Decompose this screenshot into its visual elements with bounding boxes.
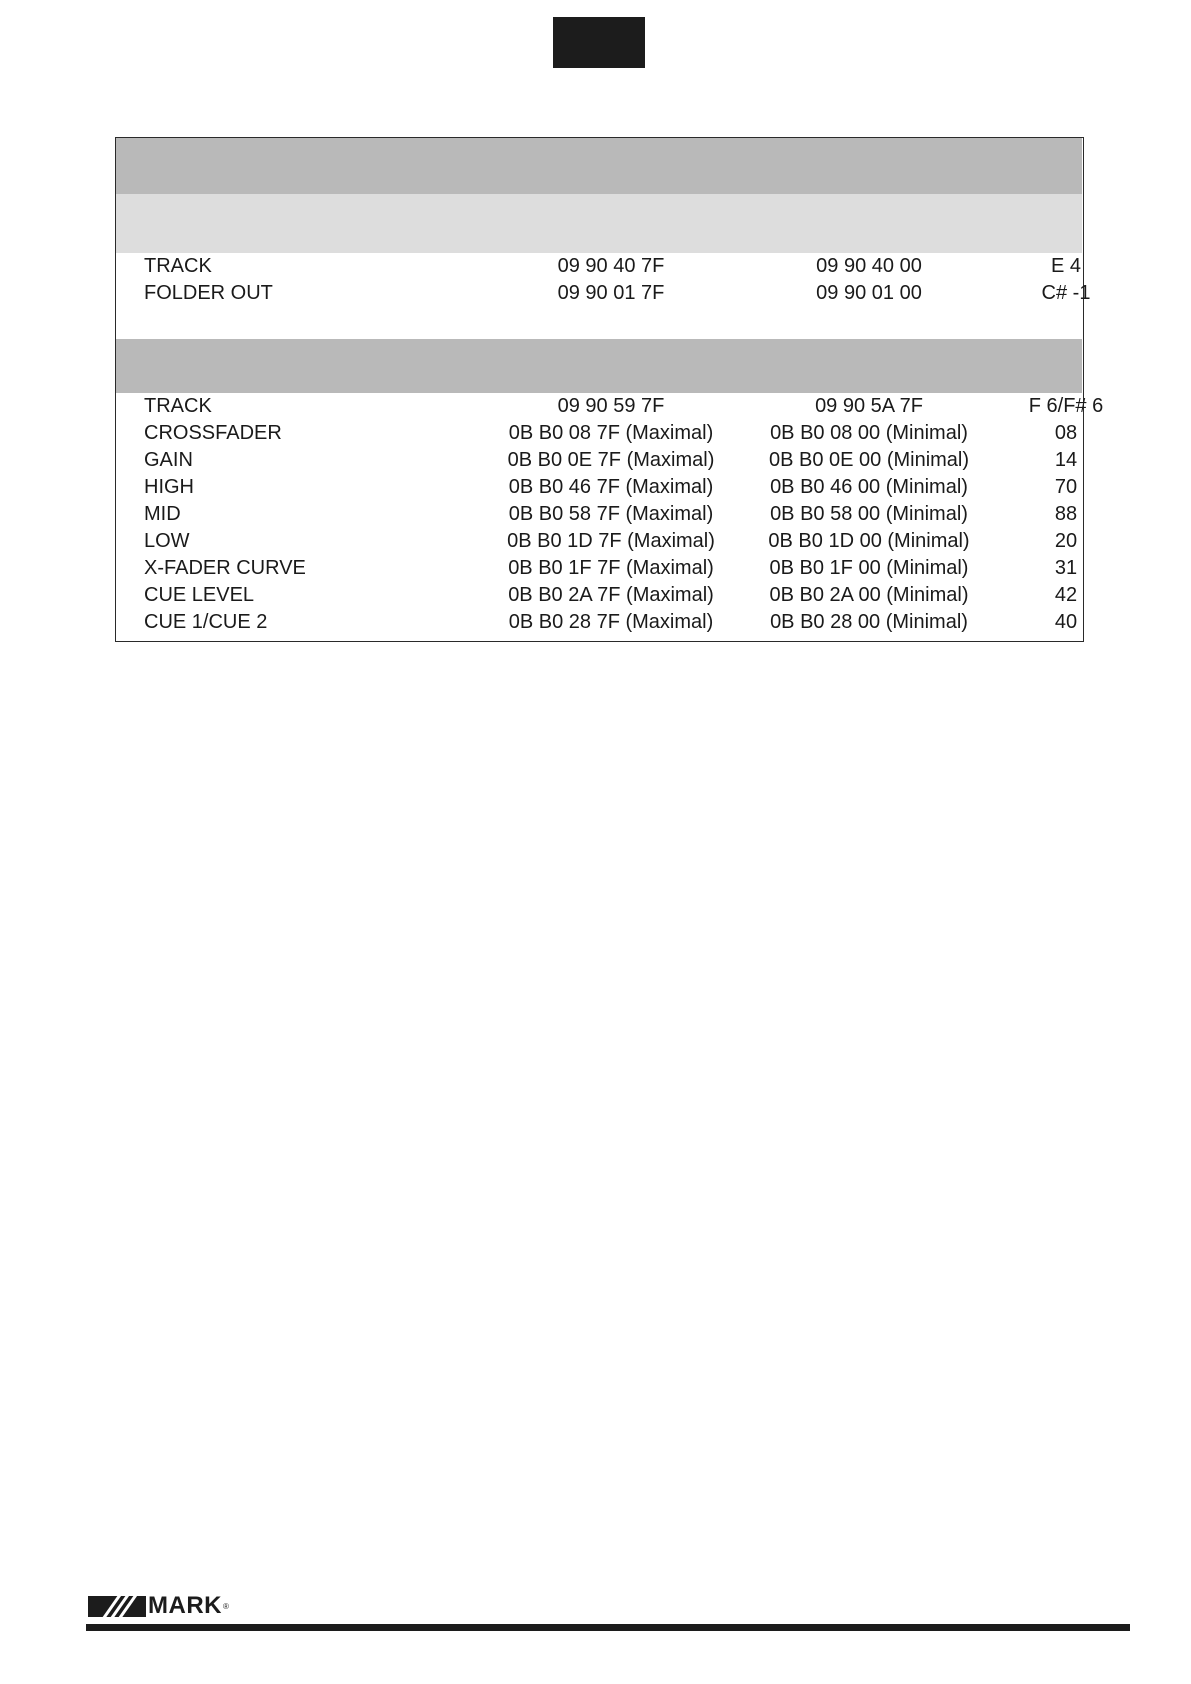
midi-on-value: 0B B0 46 7F (Maximal) bbox=[508, 476, 714, 498]
midi-note-value: E 4 bbox=[1050, 255, 1082, 277]
midi-note-value: 40 bbox=[1054, 611, 1078, 633]
midi-note-value: 88 bbox=[1054, 503, 1078, 525]
section2-header-band bbox=[116, 339, 1082, 393]
midi-off-value: 0B B0 58 00 (Minimal) bbox=[770, 503, 968, 525]
control-name: CROSSFADER bbox=[144, 422, 282, 444]
midi-off-value: 0B B0 1D 00 (Minimal) bbox=[768, 530, 970, 552]
brand-logo bbox=[88, 1593, 229, 1619]
midi-mapping-table bbox=[115, 137, 1104, 642]
table-header-band bbox=[116, 138, 1082, 194]
control-name: FOLDER OUT bbox=[144, 282, 273, 304]
midi-on-value: 09 90 01 7F bbox=[557, 282, 665, 304]
midi-on-value: 0B B0 28 7F (Maximal) bbox=[508, 611, 714, 633]
midi-off-value: 0B B0 28 00 (Minimal) bbox=[770, 611, 968, 633]
midi-on-value: 0B B0 1F 7F (Maximal) bbox=[508, 557, 714, 579]
midi-off-value: 0B B0 08 00 (Minimal) bbox=[770, 422, 968, 444]
section-spacer bbox=[116, 307, 1082, 339]
midi-note-value: 31 bbox=[1054, 557, 1078, 579]
control-name: CUE LEVEL bbox=[144, 584, 255, 606]
midi-on-value: 09 90 40 7F bbox=[557, 255, 665, 277]
midi-on-value: 0B B0 2A 7F (Maximal) bbox=[508, 584, 714, 606]
midi-off-value: 09 90 01 00 bbox=[816, 282, 922, 304]
midi-on-value: 0B B0 58 7F (Maximal) bbox=[508, 503, 714, 525]
brand-logo-icon bbox=[88, 1596, 146, 1617]
midi-on-value: 09 90 59 7F bbox=[557, 395, 665, 417]
midi-off-value: 0B B0 46 00 (Minimal) bbox=[770, 476, 968, 498]
midi-on-value: 0B B0 0E 7F (Maximal) bbox=[507, 449, 715, 471]
control-name: MID bbox=[144, 503, 181, 525]
control-name: LOW bbox=[144, 530, 190, 552]
registered-mark: ® bbox=[223, 1601, 229, 1611]
midi-note-value: 70 bbox=[1054, 476, 1078, 498]
midi-off-value: 0B B0 2A 00 (Minimal) bbox=[769, 584, 969, 606]
midi-off-value: 0B B0 1F 00 (Minimal) bbox=[769, 557, 969, 579]
control-name: HIGH bbox=[144, 476, 194, 498]
midi-note-value: F 6/F# 6 bbox=[1028, 395, 1104, 417]
footer-rule bbox=[86, 1624, 1130, 1631]
midi-note-value: 42 bbox=[1054, 584, 1078, 606]
brand-name: MARK bbox=[148, 1592, 222, 1619]
midi-note-value: C# -1 bbox=[1041, 282, 1091, 304]
midi-note-value: 14 bbox=[1054, 449, 1078, 471]
page-tab-marker bbox=[553, 17, 645, 68]
control-name: GAIN bbox=[144, 449, 193, 471]
midi-off-value: 09 90 40 00 bbox=[816, 255, 922, 277]
midi-on-value: 0B B0 1D 7F (Maximal) bbox=[507, 530, 715, 552]
control-name: X-FADER CURVE bbox=[144, 557, 306, 579]
midi-note-value: 20 bbox=[1054, 530, 1078, 552]
section1-header-band bbox=[116, 194, 1082, 253]
control-name: TRACK bbox=[144, 395, 212, 417]
control-name: TRACK bbox=[144, 255, 212, 277]
control-name: CUE 1/CUE 2 bbox=[144, 611, 268, 633]
midi-off-value: 0B B0 0E 00 (Minimal) bbox=[768, 449, 970, 471]
midi-note-value: 08 bbox=[1054, 422, 1078, 444]
midi-on-value: 0B B0 08 7F (Maximal) bbox=[508, 422, 714, 444]
midi-off-value: 09 90 5A 7F bbox=[815, 395, 923, 417]
